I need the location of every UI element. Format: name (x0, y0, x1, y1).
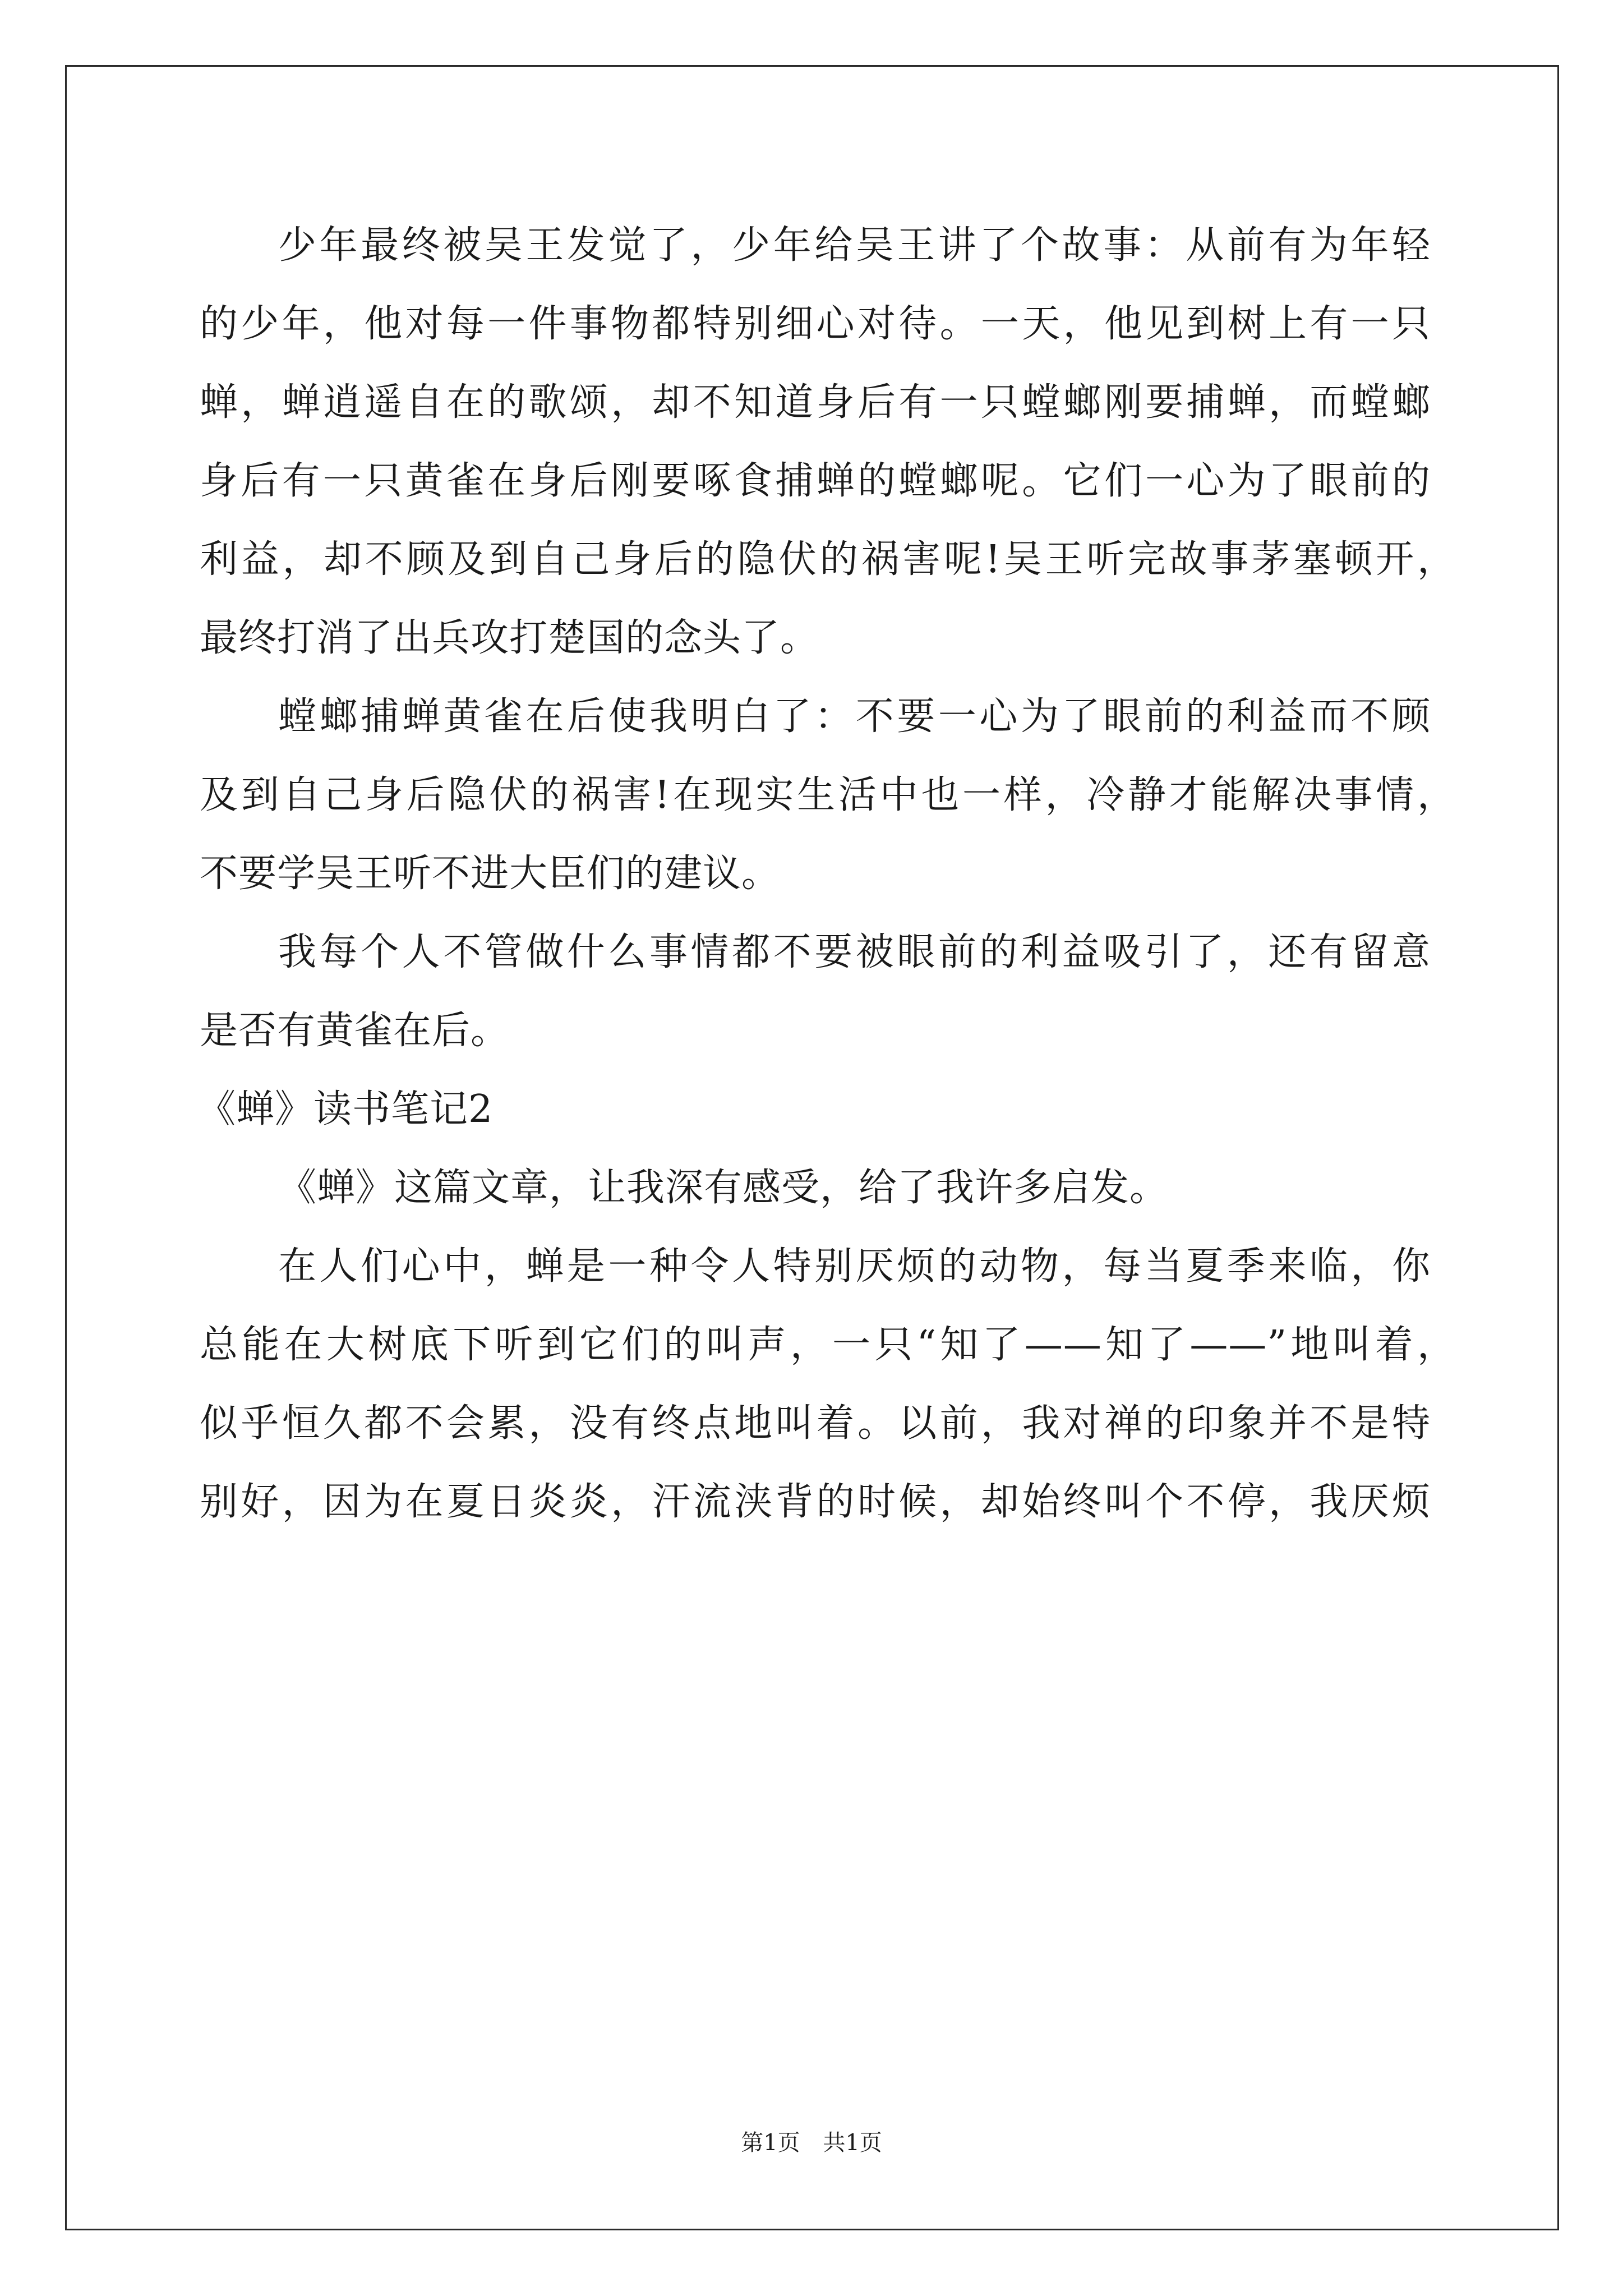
paragraph-line: 蝉，蝉逍遥自在的歌颂，却不知道身后有一只螳螂刚要捕蝉，而螳螂 (200, 380, 1431, 425)
page-number-total: 共1页 (823, 2130, 882, 2156)
paragraph-line: 利益，却不顾及到自己身后的隐伏的祸害呢!吴王听完故事茅塞顿开， (200, 537, 1456, 582)
paragraph-line: 最终打消了出兵攻打楚国的念头了。 (200, 616, 819, 660)
paragraph-line: 是否有黄雀在后。 (200, 1009, 510, 1053)
paragraph-line: 似乎恒久都不会累，没有终点地叫着。以前，我对禅的印象并不是特 (200, 1401, 1431, 1446)
paragraph-line: 及到自己身后隐伏的祸害!在现实生活中也一样，冷静才能解决事情， (200, 773, 1456, 817)
paragraph-line: 的少年，他对每一件事物都特别细心对待。一天，他见到树上有一只 (200, 302, 1431, 346)
paragraph-line: 我每个人不管做什么事情都不要被眼前的利益吸引了，还有留意 (278, 930, 1431, 974)
page-number-current: 第1页 (741, 2130, 800, 2156)
paragraph-line: 总能在大树底下听到它们的叫声，一只“知了——知了——”地叫着， (200, 1323, 1456, 1367)
paragraph-line: 《蝉》这篇文章，让我深有感受，给了我许多启发。 (278, 1166, 1169, 1210)
paragraph-line: 在人们心中，蝉是一种令人特别厌烦的动物，每当夏季来临，你 (278, 1244, 1431, 1289)
paragraph-line: 身后有一只黄雀在身后刚要啄食捕蝉的螳螂呢。它们一心为了眼前的 (200, 459, 1431, 503)
page-footer (0, 2132, 1623, 2154)
paragraph-line: 少年最终被吴王发觉了，少年给吴王讲了个故事：从前有为年轻 (278, 223, 1431, 268)
paragraph-line: 不要学吴王听不进大臣们的建议。 (200, 852, 781, 896)
paragraph-line: 螳螂捕蝉黄雀在后使我明白了：不要一心为了眼前的利益而不顾 (278, 694, 1431, 739)
paragraph-line: 别好，因为在夏日炎炎，汗流浃背的时候，却始终叫个不停，我厌烦 (200, 1480, 1431, 1524)
section-heading: 《蝉》读书笔记2 (197, 1087, 494, 1131)
